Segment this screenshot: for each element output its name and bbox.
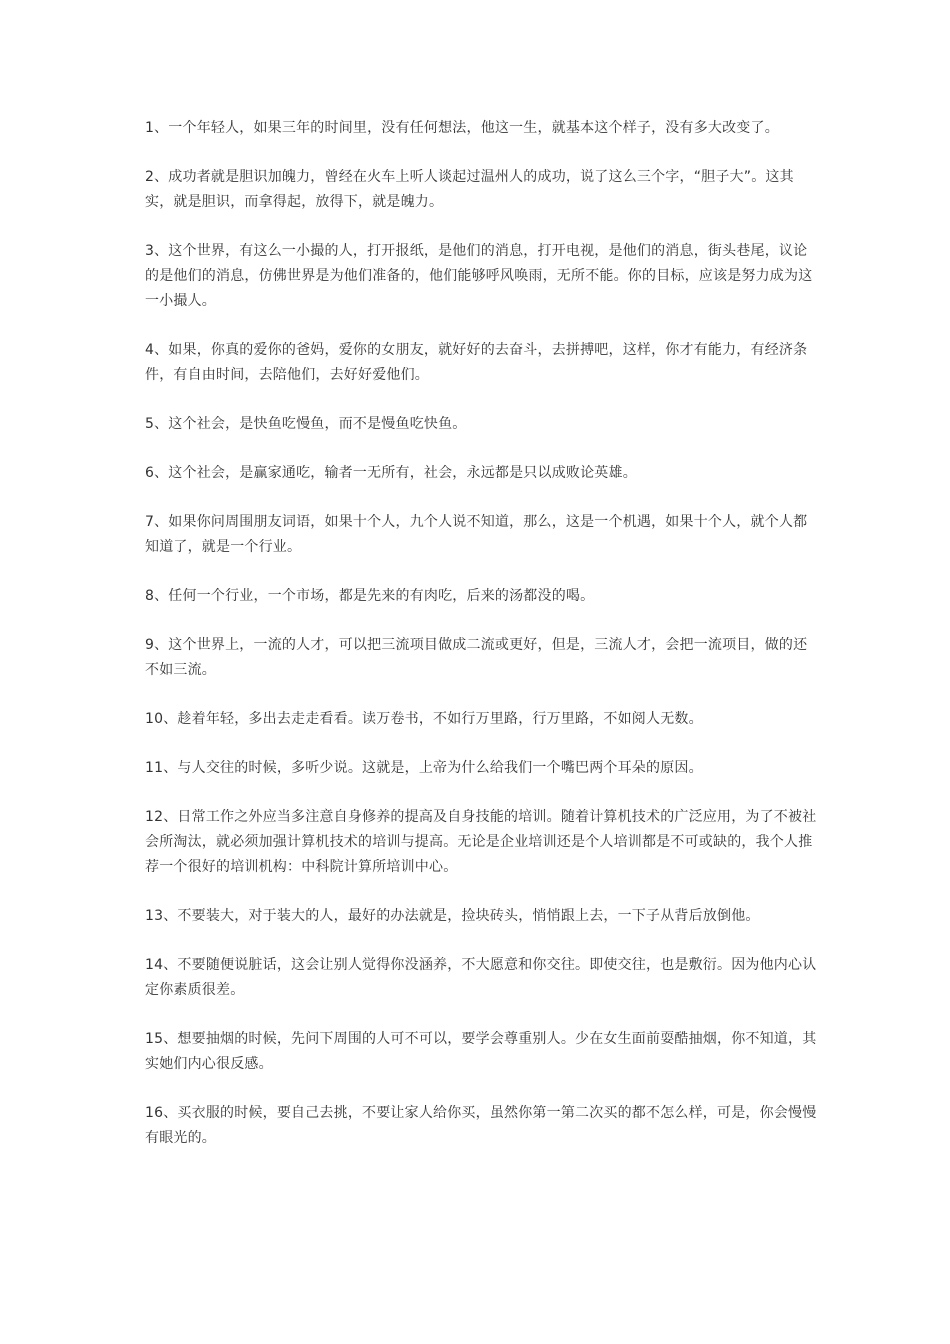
paragraph-5: 5、这个社会，是快鱼吃慢鱼，而不是慢鱼吃快鱼。 (145, 416, 467, 432)
paragraph-15: 15、想要抽烟的时候，先问下周围的人可不可以，要学会尊重别人。少在女生面前耍酷抽烟，你不知道，其实她们内心很反感。 (145, 1031, 817, 1072)
paragraph-3: 3、这个世界，有这么一小撮的人，打开报纸，是他们的消息，打开电视，是他们的消息，街头巷尾，议论的是他们的消息，仿佛世界是为他们准备的，他们能够呼风唤雨，无所不能。你的目标，应该是努力成为这一小撮人。 (145, 243, 813, 309)
paragraph-14: 14、不要随便说脏话，这会让别人觉得你没涵养，不大愿意和你交往。即使交往，也是敷衍。因为他内心认定你素质很差。 (145, 957, 817, 998)
paragraph-12: 12、日常工作之外应当多注意自身修养的提高及自身技能的培训。随着计算机技术的广泛应用，为了不被社会所淘汰，就必须加强计算机技术的培训与提高。无论是企业培训还是个人培训都是不可或缺的，我个人推荐一个很好的培训机构：中科院计算所培训中心。 (145, 809, 817, 875)
paragraph-4: 4、如果，你真的爱你的爸妈，爱你的女朋友，就好好的去奋斗，去拼搏吧，这样，你才有能力，有经济条件，有自由时间，去陪他们，去好好爱他们。 (145, 342, 808, 383)
paragraph-10: 10、趁着年轻，多出去走走看看。读万卷书，不如行万里路，行万里路，不如阅人无数。 (145, 711, 703, 727)
paragraph-13: 13、不要装大，对于装大的人，最好的办法就是，捡块砖头，悄悄跟上去，一下子从背后放倒他。 (145, 908, 760, 924)
paragraph-6: 6、这个社会，是赢家通吃，输者一无所有，社会，永远都是只以成败论英雄。 (145, 465, 637, 481)
paragraph-16: 16、买衣服的时候，要自己去挑，不要让家人给你买，虽然你第一第二次买的都不怎么样，可是，你会慢慢有眼光的。 (145, 1105, 817, 1146)
paragraph-8: 8、任何一个行业，一个市场，都是先来的有肉吃，后来的汤都没的喝。 (145, 588, 595, 604)
paragraph-9: 9、这个世界上，一流的人才，可以把三流项目做成二流或更好，但是，三流人才，会把一流项目，做的还不如三流。 (145, 637, 808, 678)
paragraph-7: 7、如果你问周围朋友词语，如果十个人，九个人说不知道，那么，这是一个机遇，如果十个人，就个人都知道了，就是一个行业。 (145, 514, 808, 555)
paragraph-11: 11、与人交往的时候，多听少说。这就是，上帝为什么给我们一个嘴巴两个耳朵的原因。 (145, 760, 703, 776)
paragraph-2: 2、成功者就是胆识加魄力，曾经在火车上听人谈起过温州人的成功，说了这么三个字，“胆子大”。这其实，就是胆识，而拿得起，放得下，就是魄力。 (145, 169, 794, 210)
paragraph-1: 1、一个年轻人，如果三年的时间里，没有任何想法，他这一生，就基本这个样子，没有多大改变了。 (145, 120, 779, 136)
document-page (145, 116, 817, 1175)
